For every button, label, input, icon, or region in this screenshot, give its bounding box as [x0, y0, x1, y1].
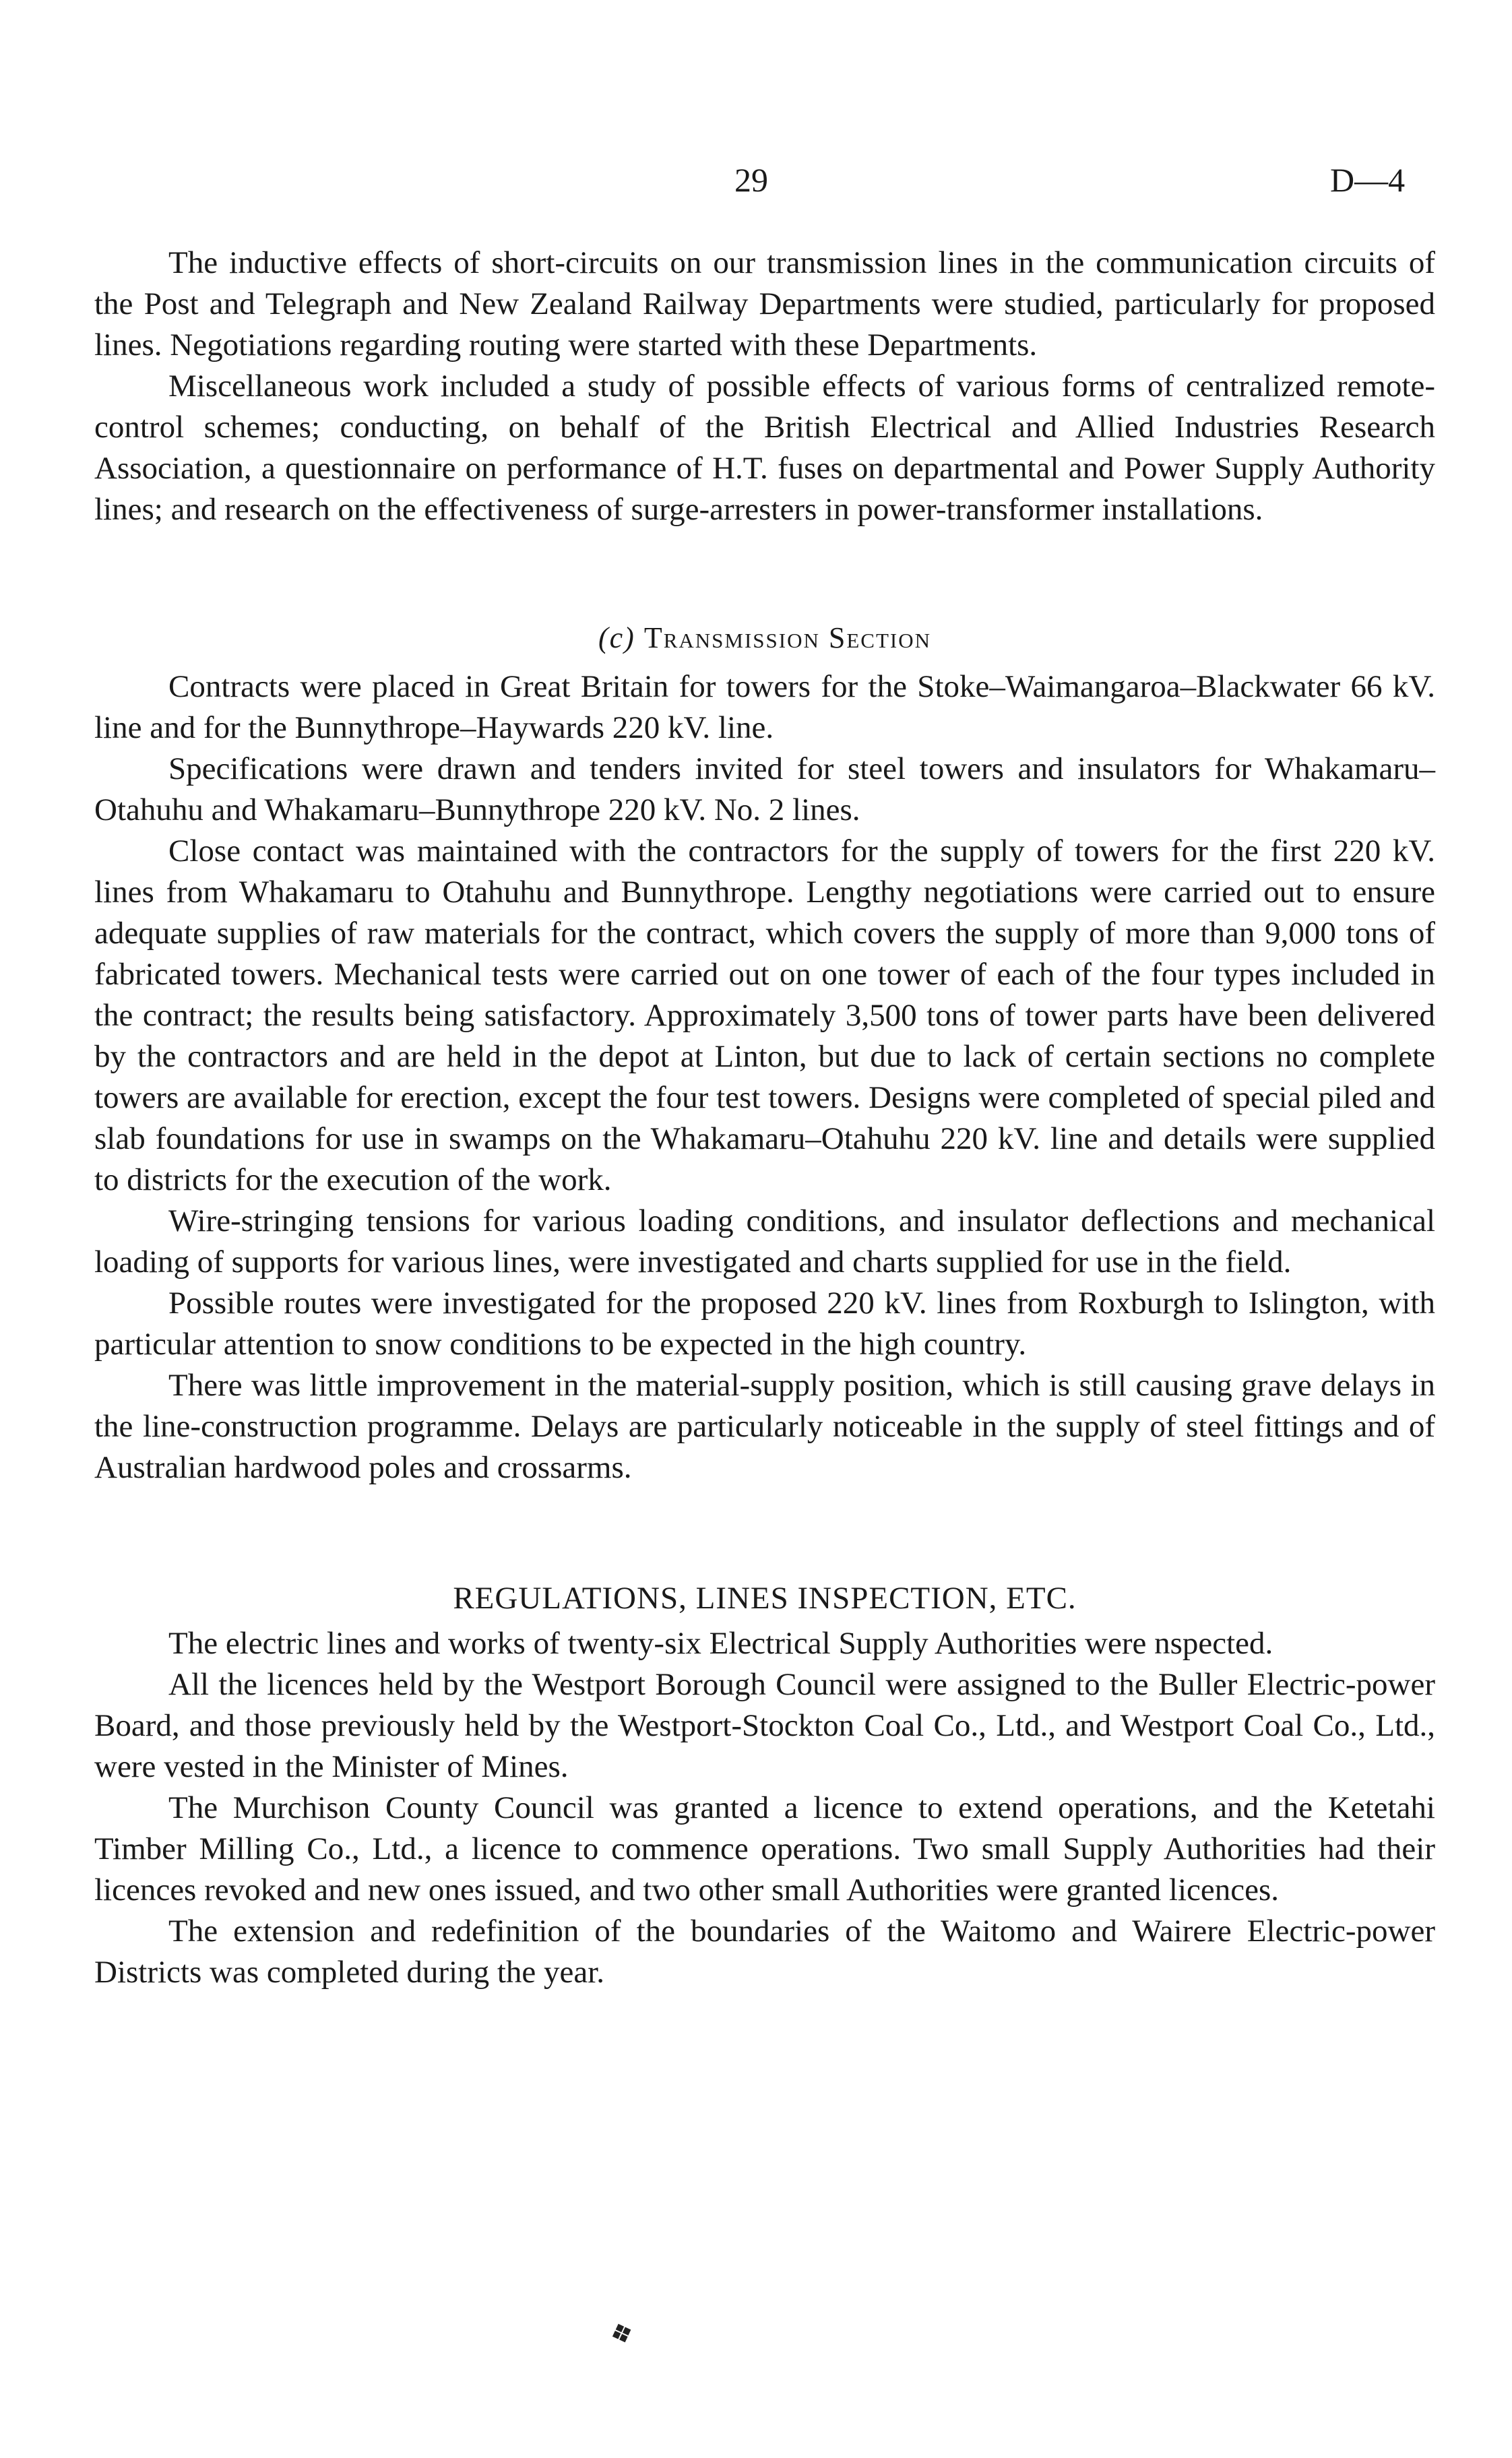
paragraph-lines-inspected: The electric lines and works of twenty-six Electrical Supply Authorities were nspected. [168, 1626, 1273, 1661]
paragraph-wire-stringing: Wire-stringing tensions for various loading conditions, and insulator deflections and mechanical loading of supports for various lines, were investigated and charts supplied for use in the field. [94, 1203, 1435, 1280]
regulations-heading: REGULATIONS, LINES INSPECTION, ETC. [453, 1581, 1077, 1616]
paragraph-contracts: Contracts were placed in Great Britain for towers for the Stoke–Waimangaroa–Blackwater 66 kV. line and for the Bunnythrope–Haywards 220 kV. line. [94, 669, 1435, 745]
page-header [0, 160, 1512, 208]
document-reference: D—4 [1330, 161, 1406, 199]
paragraph-licences-granted: The Murchison County Council was granted a licence to extend operations, and the Ketetahi Timber Milling Co., Ltd., a licence to commence operations. Two small Supply Authorities had their licences revoked and new ones issued, and two other small Authorities were granted licences. [94, 1790, 1435, 1908]
section-title: Transmission Section [643, 621, 931, 654]
page-number: 29 [734, 161, 768, 199]
paragraph-specifications: Specifications were drawn and tenders invited for steel towers and insulators for Whakamaru–Otahuhu and Whakamaru–Bunnythrope 220 kV. No. 2 lines. [94, 751, 1435, 827]
paragraph-miscellaneous-work: Miscellaneous work included a study of possible effects of various forms of centralized remote-control schemes; conducting, on behalf of the British Electrical and Allied Industries Research Association, a questionnaire on performance of H.T. fuses on departmental and Power Supply Authority lines; and research on the effectiveness of surge-arresters in power-transformer installations. [94, 369, 1435, 527]
paragraph-inductive-effects: The inductive effects of short-circuits on our transmission lines in the communication circuits of the Post and Telegraph and New Zealand Railway Departments were studied, particularly for proposed lines. Negotiations regarding routing were started with these Departments. [94, 245, 1435, 363]
paragraph-close-contact: Close contact was maintained with the contractors for the supply of towers for the first 220 kV. lines from Whakamaru to Otahuhu and Bunnythrope. Lengthy negotiations were carried out to ensure adequate supplies of raw materials for the contract, which covers the supply of more than 9,000 tons of fabricated towers. Mechanical tests were carried out on one tower of each of the four types included in the contract; the results being satisfactory. Approximately 3,500 tons of tower parts have been delivered by the contractors and are held in the depot at Linton, but due to lack of certain sections no complete towers are available for erection, except the four test towers. Designs were completed of special piled and slab foundations for use in swamps on the Whakamaru–Otahuhu 220 kV. line and details were supplied to districts for the execution of the work. [94, 833, 1435, 1197]
ink-speck-mark: ❖ [605, 2315, 639, 2352]
paragraph-material-supply: There was little improvement in the material-supply position, which is still causing grave delays in the line-construction programme. Delays are particularly noticeable in the supply of steel fittings and of Australian hardwood poles and crossarms. [94, 1368, 1435, 1485]
paragraph-licences-assigned: All the licences held by the Westport Borough Council were assigned to the Buller Electric-power Board, and those previously held by the Westport-Stockton Coal Co., Ltd., and Westport Coal Co., Ltd., were vested in the Minister of Mines. [94, 1667, 1435, 1784]
paragraph-possible-routes: Possible routes were investigated for the proposed 220 kV. lines from Roxburgh to Islington, with particular attention to snow conditions to be expected in the high country. [94, 1286, 1435, 1362]
paragraph-district-boundaries: The extension and redefinition of the boundaries of the Waitomo and Wairere Electric-power Districts was completed during the year. [94, 1914, 1435, 1990]
page-body [94, 243, 1435, 1993]
transmission-section-heading [94, 618, 1435, 658]
section-letter: (c) [598, 621, 635, 654]
